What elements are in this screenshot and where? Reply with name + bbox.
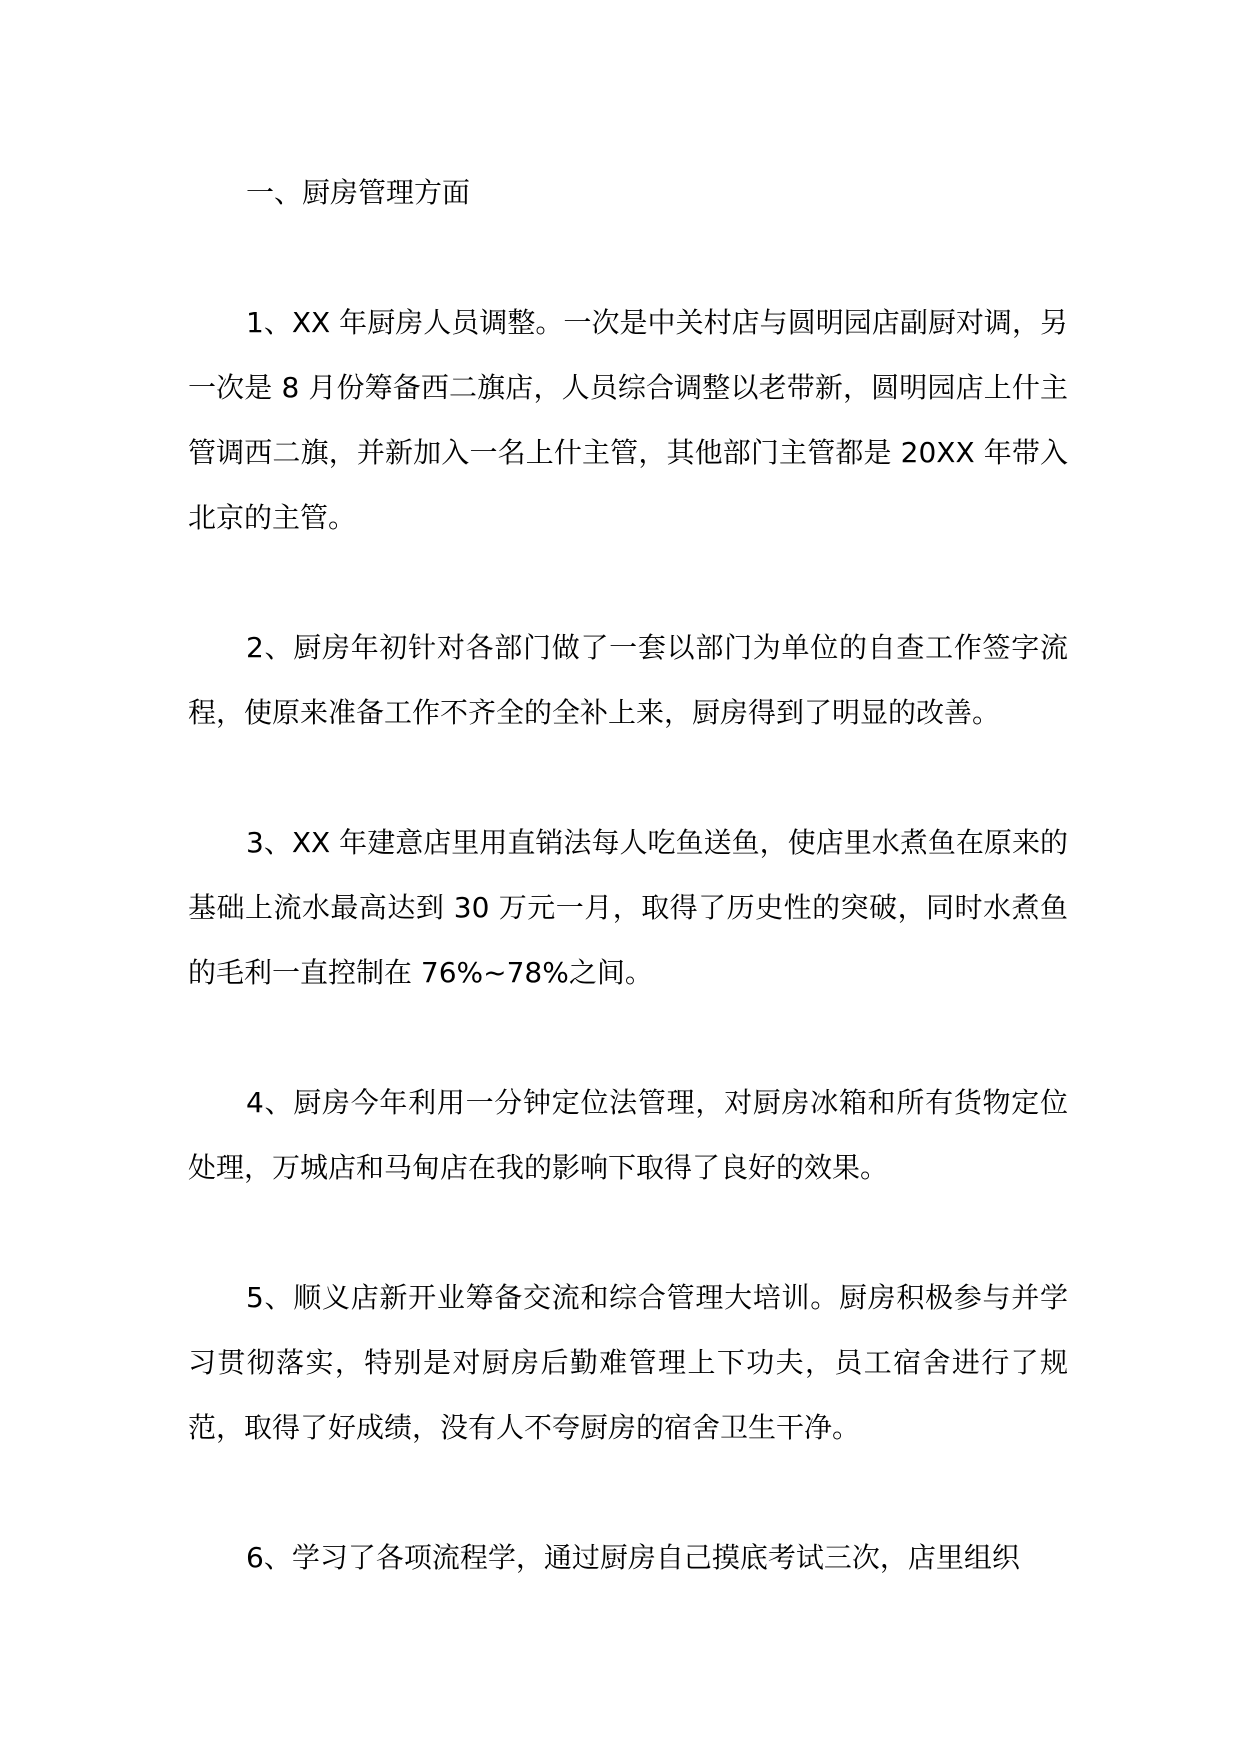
paragraph-2: 2、厨房年初针对各部门做了一套以部门为单位的自查工作签字流程，使原来准备工作不齐全的全补上来，厨房得到了明显的改善。 xyxy=(188,631,1068,729)
paragraph-6: 6、学习了各项流程学，通过厨房自己摸底考试三次，店里组织 xyxy=(246,1541,1020,1574)
paragraph-3: 3、XX 年建意店里用直销法每人吃鱼送鱼，使店里水煮鱼在原来的基础上流水最高达到 30 万元一月，取得了历史性的突破，同时水煮鱼的毛利一直控制在 76%~78%之间。 xyxy=(188,826,1068,989)
paragraph-1: 1、XX 年厨房人员调整。一次是中关村店与圆明园店副厨对调，另一次是 8 月份筹备西二旗店，人员综合调整以老带新，圆明园店上什主管调西二旗，并新加入一名上什主管，其他部门主管都是 20XX 年带入北京的主管。 xyxy=(188,306,1068,534)
paragraph-5: 5、顺义店新开业筹备交流和综合管理大培训。厨房积极参与并学习贯彻落实，特别是对厨房后勤难管理上下功夫，员工宿舍进行了规范，取得了好成绩，没有人不夸厨房的宿舍卫生干净。 xyxy=(188,1281,1068,1444)
document-body xyxy=(188,160,1068,1655)
section-heading: 一、厨房管理方面 xyxy=(246,176,471,209)
paragraph-4: 4、厨房今年利用一分钟定位法管理，对厨房冰箱和所有货物定位处理，万城店和马甸店在我的影响下取得了良好的效果。 xyxy=(188,1086,1068,1184)
